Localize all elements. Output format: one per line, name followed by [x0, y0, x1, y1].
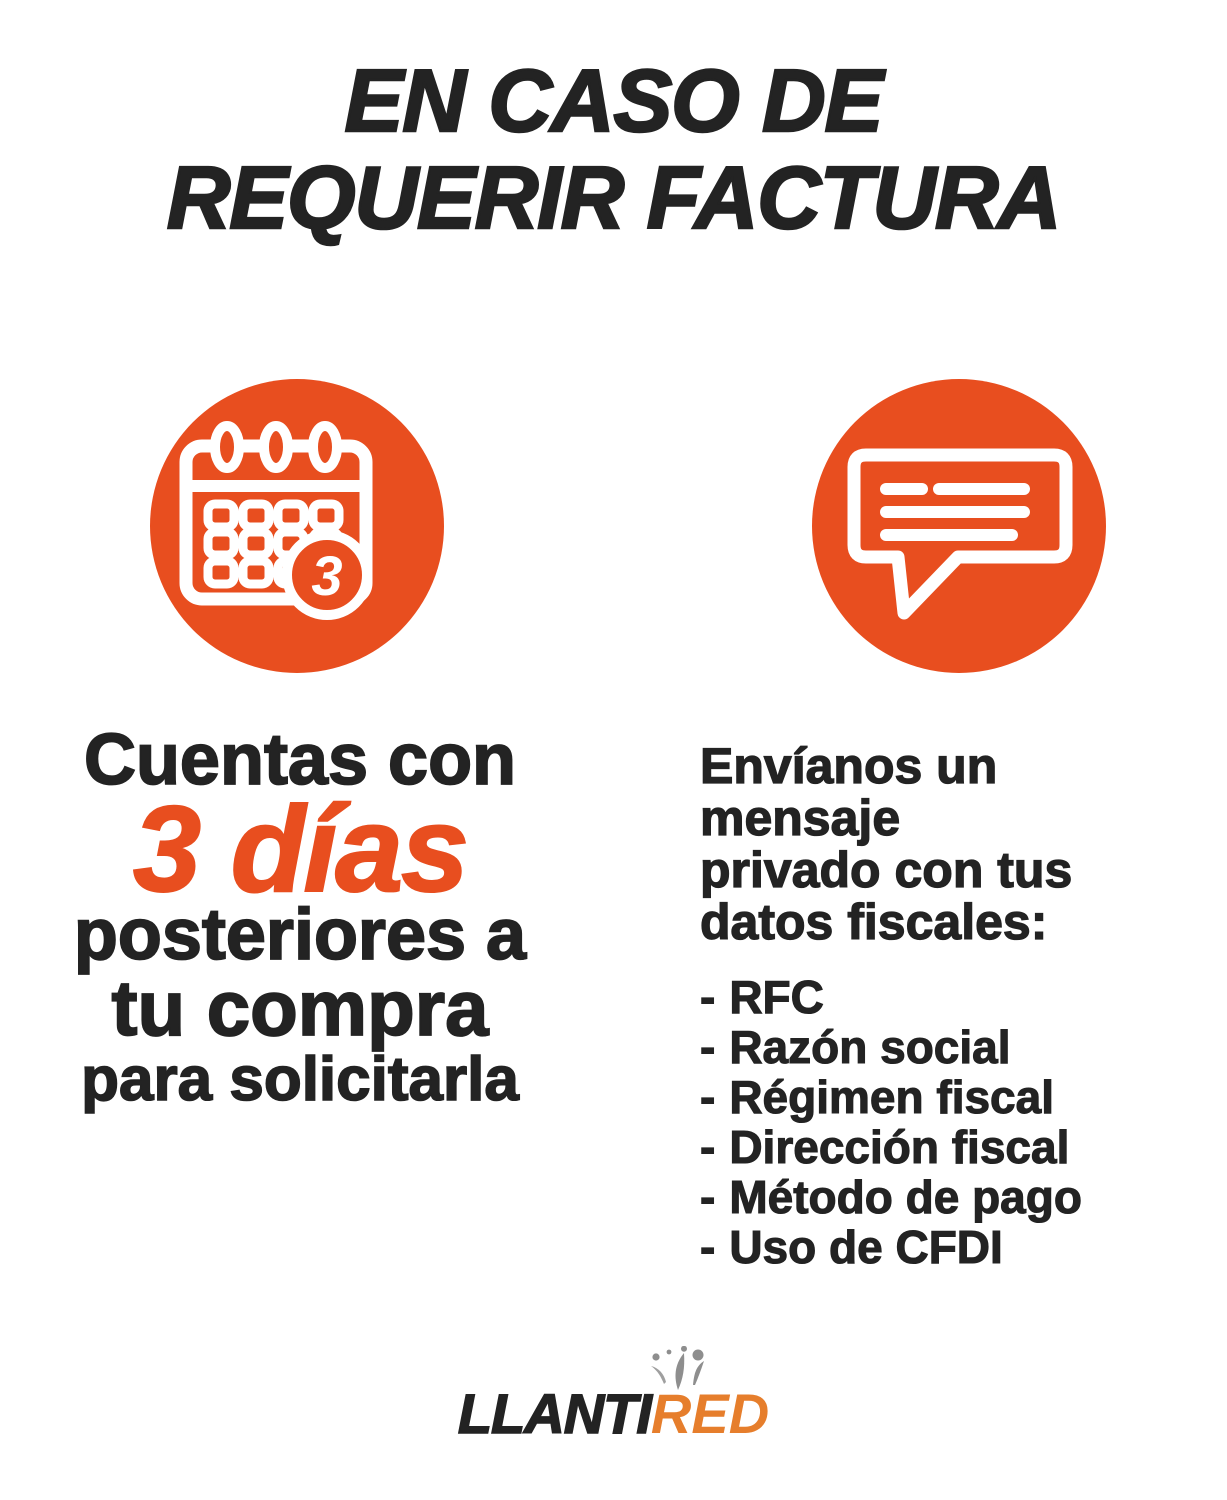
brand-logo-red: RED	[650, 1382, 770, 1445]
dash-bullet: -	[700, 1221, 716, 1273]
deadline-line-5: para solicitarla	[81, 1045, 519, 1114]
list-item-label: RFC	[729, 971, 824, 1023]
chat-message-icon	[812, 379, 1106, 673]
list-item	[700, 1222, 1200, 1272]
fiscal-data-list	[700, 972, 1200, 1272]
list-item	[700, 1022, 1200, 1072]
calendar-icon-svg	[150, 379, 444, 673]
list-item	[700, 1072, 1200, 1122]
dash-bullet: -	[700, 1071, 716, 1123]
title-line-1: EN CASO DE	[344, 51, 883, 150]
dash-bullet: -	[700, 1021, 716, 1073]
intro-line-1: Envíanos un mensaje	[700, 738, 998, 846]
brand-logo-llanti: LLANTI	[457, 1382, 651, 1445]
list-item-label: Método de pago	[729, 1171, 1082, 1223]
dash-bullet: -	[700, 1121, 716, 1173]
list-item-label: Dirección fiscal	[729, 1121, 1070, 1173]
deadline-text-block	[40, 722, 560, 1114]
deadline-highlight-3-dias: 3 días	[133, 781, 467, 917]
message-intro	[700, 740, 1200, 948]
list-item	[700, 972, 1200, 1022]
dash-bullet: -	[700, 1171, 716, 1223]
page-title	[0, 52, 1227, 246]
list-item	[700, 1122, 1200, 1172]
brand-logo	[0, 1382, 1227, 1445]
deadline-line-3: posteriores a	[73, 895, 527, 975]
list-item-label: Uso de CFDI	[729, 1221, 1003, 1273]
intro-line-3: datos fiscales:	[700, 894, 1048, 950]
calendar-badge-number: 3	[311, 544, 343, 607]
list-item-label: Régimen fiscal	[729, 1071, 1055, 1123]
deadline-line-1: Cuentas con	[83, 720, 517, 800]
chat-icon-svg	[812, 379, 1106, 673]
fiscal-data-block	[700, 740, 1200, 1272]
dash-bullet: -	[700, 971, 716, 1023]
calendar-3-days-icon	[150, 379, 444, 673]
title-line-2: REQUERIR FACTURA	[166, 148, 1061, 247]
deadline-line-4: tu compra	[111, 964, 489, 1052]
intro-line-2: privado con tus	[700, 842, 1073, 898]
list-item	[700, 1172, 1200, 1222]
list-item-label: Razón social	[729, 1021, 1011, 1073]
